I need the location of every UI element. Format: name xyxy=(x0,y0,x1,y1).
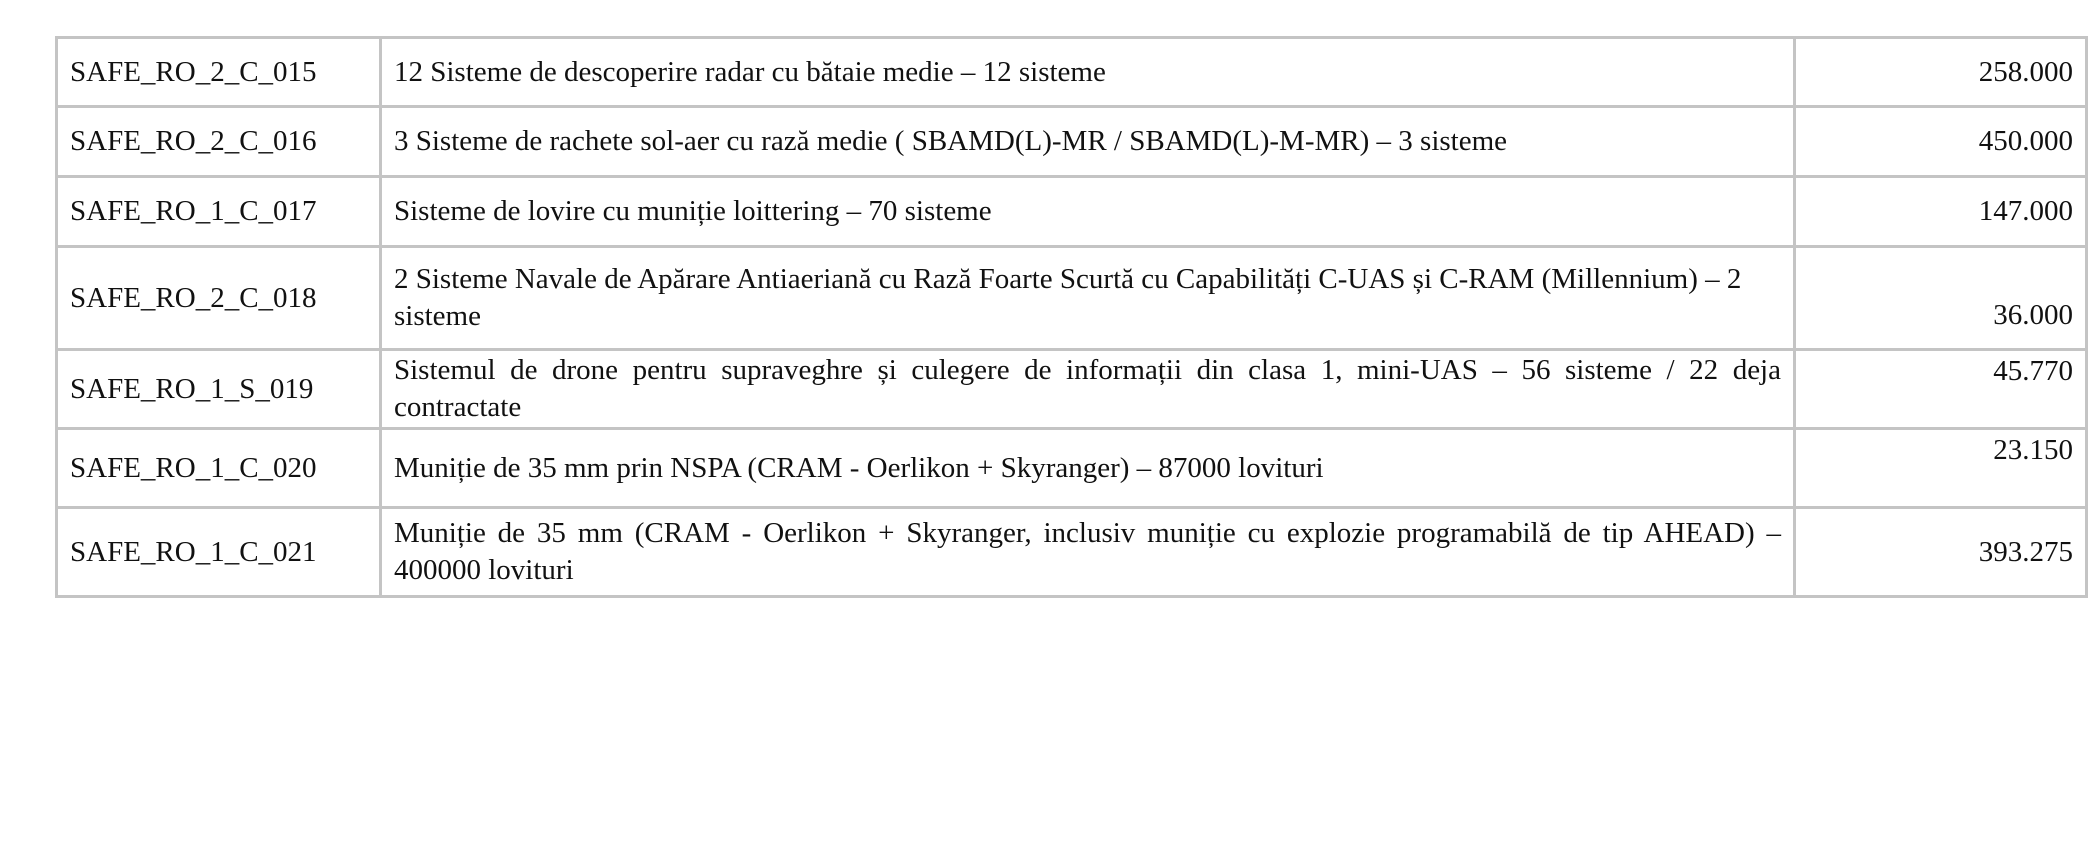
table-row xyxy=(57,247,2087,350)
table-row xyxy=(57,508,2087,597)
row-value: 23.150 xyxy=(1795,429,2087,508)
row-description: 3 Sisteme de rachete sol-aer cu rază medie ( SBAMD(L)-MR / SBAMD(L)-M-MR) – 3 sisteme xyxy=(381,107,1795,177)
row-code: SAFE_RO_1_S_019 xyxy=(57,350,381,429)
row-value: 45.770 xyxy=(1795,350,2087,429)
row-code: SAFE_RO_2_C_015 xyxy=(57,38,381,107)
row-value: 258.000 xyxy=(1795,38,2087,107)
table-row xyxy=(57,350,2087,429)
row-value: 450.000 xyxy=(1795,107,2087,177)
row-code: SAFE_RO_1_C_017 xyxy=(57,177,381,247)
row-value: 147.000 xyxy=(1795,177,2087,247)
procurement-table xyxy=(55,36,2088,598)
row-description: Sistemul de drone pentru supraveghre și culegere de informații din clasa 1, mini-UAS – 56 sisteme / 22 deja contractate xyxy=(381,350,1795,429)
row-description: 2 Sisteme Navale de Apărare Antiaeriană cu Rază Foarte Scurtă cu Capabilități C-UAS și C-RAM (Millennium) – 2 sisteme xyxy=(381,247,1795,350)
row-description: Muniție de 35 mm prin NSPA (CRAM - Oerlikon + Skyranger) – 87000 lovituri xyxy=(381,429,1795,508)
row-value: 36.000 xyxy=(1795,247,2087,350)
table-row xyxy=(57,38,2087,107)
table-row xyxy=(57,429,2087,508)
row-code: SAFE_RO_2_C_016 xyxy=(57,107,381,177)
row-description: 12 Sisteme de descoperire radar cu bătaie medie – 12 sisteme xyxy=(381,38,1795,107)
row-description: Sisteme de lovire cu muniție loittering – 70 sisteme xyxy=(381,177,1795,247)
table-row xyxy=(57,107,2087,177)
row-code: SAFE_RO_2_C_018 xyxy=(57,247,381,350)
row-value: 393.275 xyxy=(1795,508,2087,597)
row-code: SAFE_RO_1_C_021 xyxy=(57,508,381,597)
row-code: SAFE_RO_1_C_020 xyxy=(57,429,381,508)
row-description: Muniție de 35 mm (CRAM - Oerlikon + Skyranger, inclusiv muniție cu explozie programabilă de tip AHEAD) – 400000 lovituri xyxy=(381,508,1795,597)
table-row xyxy=(57,177,2087,247)
